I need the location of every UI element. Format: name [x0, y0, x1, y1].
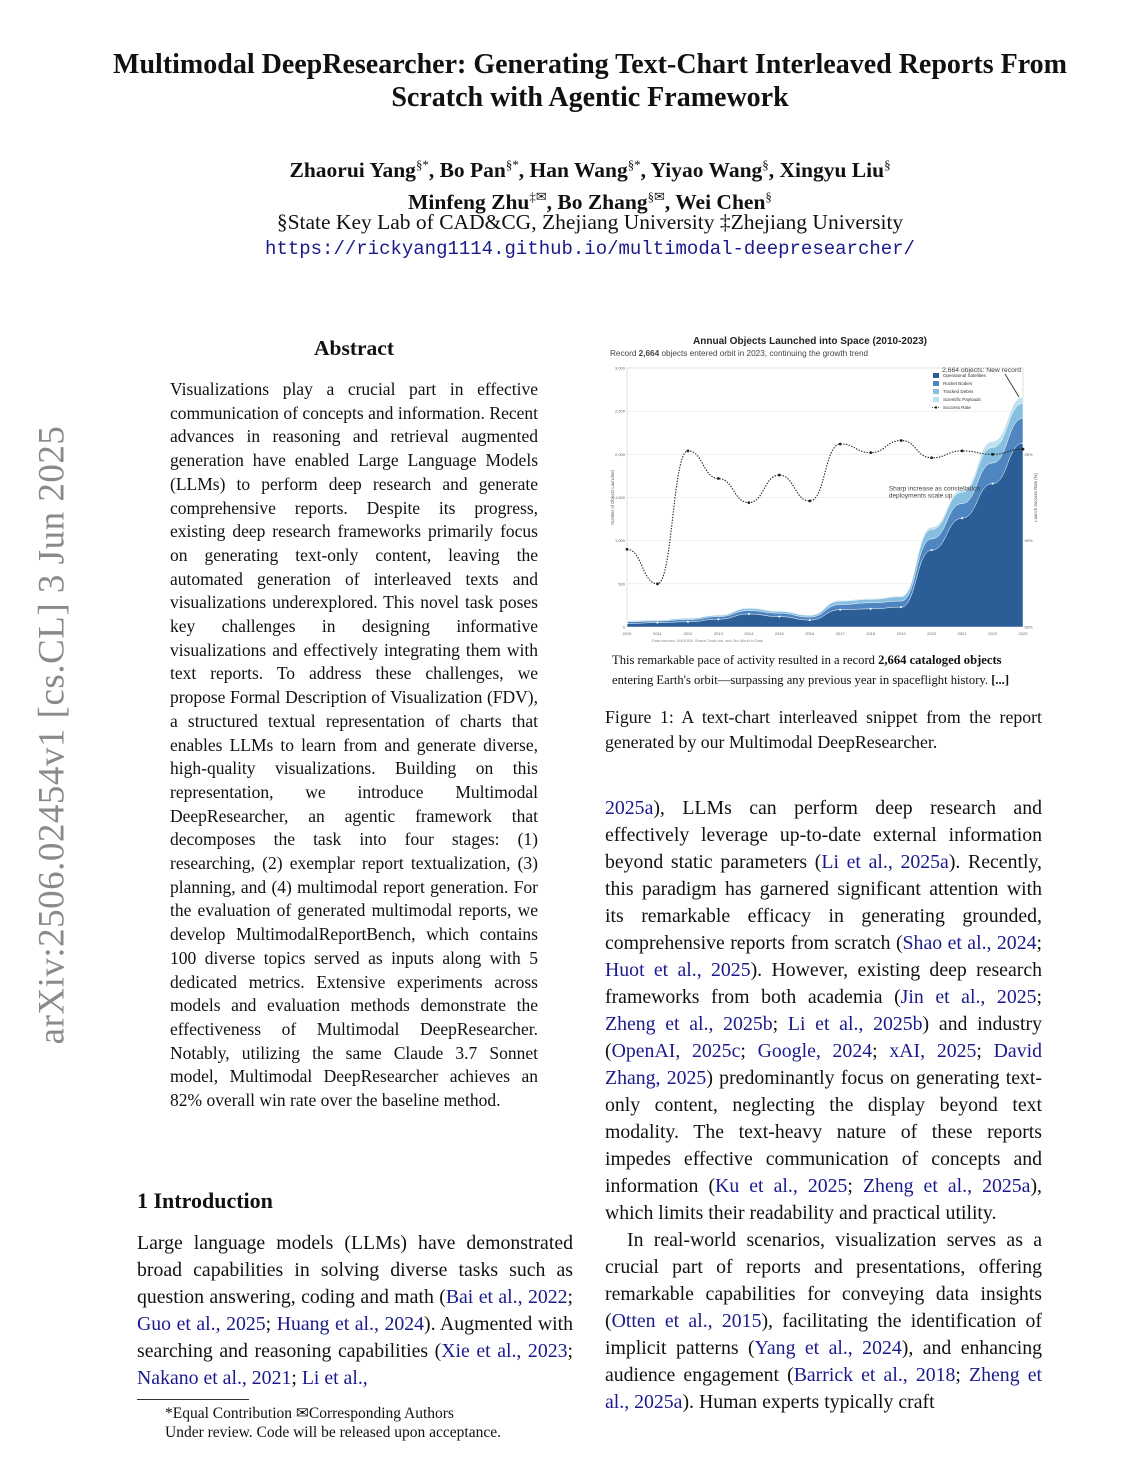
y-axis-label: Number of Objects Launched	[610, 470, 615, 525]
y-tick-label: 3,000	[614, 365, 625, 371]
legend-dot	[935, 406, 937, 408]
chart-caption: This remarkable pace of activity resulted in a record 2,664 cataloged objects entering Earth's orbit—surpassing any previous year in spaceflight history. [...]	[612, 653, 1010, 687]
citation-link[interactable]: Huang et al., 2024	[276, 1313, 425, 1335]
x-tick-label: 2021	[957, 631, 967, 636]
satellite-point	[748, 613, 750, 615]
text-run: ), LLMs can perform deep research and effectively leverage up-to-date external information beyond static parameters (	[605, 797, 1042, 873]
legend-label: Tracked Debris	[943, 389, 974, 394]
citation-link[interactable]: Jin et al., 2025	[900, 986, 1037, 1008]
citation-link[interactable]: Google, 2024	[757, 1040, 873, 1062]
footnote-equal-contribution: *Equal Contribution ✉Corresponding Authors	[165, 1405, 454, 1422]
figure-caption: Figure 1: A text-chart interleaved snippet from the report generated by our Multimodal DeepResearcher.	[605, 707, 1042, 752]
citation-link[interactable]: Ku et al., 2025	[715, 1175, 848, 1197]
satellite-point	[687, 621, 689, 623]
chart-title: Annual Objects Launched into Space (2010-2023)	[693, 336, 927, 347]
success-rate-point	[869, 451, 872, 454]
citation-link[interactable]: Zheng et al., 2025a	[862, 1175, 1031, 1197]
y2-axis-label: Launch Success Rate (%)	[1033, 473, 1038, 522]
footnote-review: Under review. Code will be released upon acceptance.	[165, 1424, 501, 1441]
text-run: ;	[976, 1040, 994, 1062]
satellite-point	[717, 618, 719, 620]
citation-link[interactable]: OpenAI, 2025c	[611, 1040, 741, 1062]
citation-link[interactable]: Li et al., 2025b	[787, 1013, 923, 1035]
satellite-point	[900, 606, 902, 608]
scaleup-annotation-1: Sharp increase as constellation	[888, 485, 981, 493]
text-run: ;	[872, 1040, 890, 1062]
affiliations: §State Key Lab of CAD&CG, Zhejiang University ‡Zhejiang University	[276, 210, 904, 234]
x-tick-label: 2017	[835, 631, 845, 636]
legend-label: Scientific Payloads	[943, 397, 981, 402]
x-tick-label: 2011	[653, 631, 662, 636]
citation-link[interactable]: Shao et al., 2024	[902, 932, 1037, 954]
satellite-point	[778, 616, 780, 618]
paper-title: Multimodal DeepResearcher: Generating Text-Chart Interleaved Reports From Scratch with Agentic Framework	[113, 49, 1067, 113]
footnote-rule	[137, 1399, 249, 1400]
y2-tick-label: 95%	[1024, 451, 1033, 457]
text-run: ) predominantly focus on generating text-only content, neglecting the display beyond text modality. The text-heavy nature of these reports impedes effective communication of concepts and information (	[605, 1067, 1042, 1197]
text-run: ), and enhancing audience engagement (	[605, 1337, 1042, 1386]
citation-link[interactable]: Yang et al., 2024	[754, 1337, 902, 1359]
text-run: In real-world scenarios, visualization serves as a crucial part of reports and presentations, offering remarkable capabilities for conveying data insights (	[605, 1229, 1042, 1332]
success-rate-point	[930, 456, 933, 459]
text-run: ;	[1036, 986, 1042, 1008]
text-run: ;	[740, 1040, 758, 1062]
success-rate-point	[900, 439, 903, 442]
text-run: ;	[291, 1367, 302, 1389]
success-rate-point	[656, 582, 659, 585]
x-tick-label: 2015	[774, 631, 784, 636]
satellite-point	[1022, 442, 1024, 444]
text-run: Large language models (LLMs) have demonstrated broad capabilities in solving diverse tasks such as question answering, coding and math (	[137, 1232, 573, 1308]
citation-link[interactable]: Zheng et al., 2025b	[605, 1013, 773, 1035]
success-rate-point	[961, 449, 964, 452]
success-rate-point	[687, 449, 690, 452]
data-source: Data sources: UNOOSA, Space-Track.org, and Our World in Data	[652, 639, 763, 642]
text-run: ;	[847, 1175, 863, 1197]
abstract-text: Visualizations play a crucial part in effective communication of concepts and information. Recent advances in reasoning and retrieval augmented generation have enabled Large Language Models (LLMs) to perform deep research and generate comprehensive reports. Despite its progress, existing deep research frameworks primarily focus on generating text-only content, leaving the automated generation of interleaved texts and visualizations underexplored. This novel task poses key challenges in designing informative visualizations and effectively integrating them with text reports. To address these challenges, we propose Formal Description of Visualization (FDV), a structured textual representation of charts that enables LLMs to learn from and generate diverse, high-quality visualizations. Building on this representation, we introduce Multimodal DeepResearcher, an agentic framework that decomposes the task into four stages: (1) researching, (2) exemplar report textualization, (3) planning, and (4) multimodal report generation. For the evaluation of generated multimodal reports, we develop MultimodalReportBench, which contains 100 diverse topics served as inputs along with 5 dedicated metrics. Extensive experiments across models and evaluation methods demonstrate the effectiveness of Multimodal DeepResearcher. Notably, utilizing the same Claude 3.7 Sonnet model, Multimodal DeepResearcher achieves an 82% overall win rate over the baseline method.	[170, 379, 538, 1111]
citation-link[interactable]: Barrick et al., 2018	[793, 1364, 956, 1386]
citation-link[interactable]: Nakano et al., 2021	[137, 1367, 292, 1389]
success-rate-point	[991, 453, 994, 456]
intro-heading: 1 Introduction	[137, 1188, 273, 1213]
y2-tick-label: 85%	[1024, 624, 1033, 630]
legend-swatch	[933, 373, 939, 378]
x-tick-label: 2016	[805, 631, 815, 636]
text-run: ;	[1036, 932, 1042, 954]
satellite-point	[656, 622, 658, 624]
footnotes	[137, 1404, 577, 1442]
authors-line-2: Minfeng Zhu‡✉, Bo Zhang§✉, Wei Chen§	[408, 190, 772, 215]
x-tick-label: 2022	[988, 631, 997, 636]
project-url[interactable]: https://rickyang1114.github.io/multimodal-deepresearcher/	[265, 238, 915, 260]
legend-label: Rocket Bodies	[943, 381, 973, 386]
citation-link[interactable]: Bai et al., 2022	[445, 1286, 568, 1308]
success-rate-point	[778, 474, 781, 477]
success-rate-point	[808, 500, 811, 503]
legend-label: Success Rate	[943, 405, 971, 410]
citation-link[interactable]: Li et al., 2025a	[821, 851, 949, 873]
y-tick-label: 1,500	[614, 495, 625, 500]
citation-link[interactable]: Li et al.,	[301, 1367, 368, 1389]
success-rate-point	[747, 501, 750, 504]
success-rate-point	[626, 548, 629, 551]
satellite-point	[961, 517, 963, 519]
right-paragraph-1	[605, 795, 1042, 1227]
right-paragraph-2	[605, 1227, 1042, 1416]
y-tick-label: 2,000	[614, 451, 625, 457]
x-tick-label: 2012	[683, 631, 693, 636]
citation-link[interactable]: David Zhang, 2025	[605, 1040, 1042, 1089]
y-tick-label: 500	[618, 581, 625, 587]
chart-subtitle: Record 2,664 objects entered orbit in 2023, continuing the growth trend	[610, 349, 869, 358]
chart-plot-area	[610, 366, 1038, 643]
scaleup-annotation-2: deployments scale up	[888, 492, 953, 500]
text-run: ;	[265, 1313, 277, 1335]
x-tick-label: 2018	[866, 631, 876, 636]
citation-link[interactable]: Huot et al., 2025	[605, 959, 751, 981]
x-tick-label: 2014	[744, 631, 754, 636]
text-run: ). Human experts typically craft	[682, 1391, 935, 1413]
y-tick-label: 0	[622, 624, 625, 630]
text-run: ). Augmented with searching and reasoning capabilities (	[137, 1313, 573, 1362]
satellite-point	[626, 623, 628, 625]
success-rate-point	[1022, 448, 1025, 451]
success-rate-point	[839, 443, 842, 446]
text-run: ;	[772, 1013, 788, 1035]
y-tick-label: 2,500	[614, 408, 625, 414]
x-tick-label: 2023	[1018, 631, 1028, 636]
satellite-point	[931, 549, 933, 551]
success-rate-point	[717, 477, 720, 480]
legend-swatch	[933, 389, 939, 394]
citation-link[interactable]: xAI, 2025	[889, 1040, 977, 1062]
text-run: ;	[567, 1340, 573, 1362]
legend-swatch	[933, 397, 939, 402]
satellite-point	[809, 619, 811, 621]
space-launch-chart	[605, 330, 1045, 642]
citation-link[interactable]: 2025a	[605, 797, 654, 819]
legend-label: Operational Satellites	[943, 373, 986, 378]
right-column-body	[605, 795, 1042, 1416]
citation-link[interactable]: Zheng et al., 2025a	[605, 1364, 1042, 1413]
x-tick-label: 2013	[713, 631, 723, 636]
y-tick-label: 1,000	[614, 538, 625, 544]
legend-swatch	[933, 381, 939, 386]
abstract-heading: Abstract	[313, 336, 394, 360]
x-tick-label: 2020	[927, 631, 937, 636]
citation-link[interactable]: Xie et al., 2023	[441, 1340, 568, 1362]
citation-link[interactable]: Otten et al., 2015	[611, 1310, 762, 1332]
text-run: ;	[955, 1364, 970, 1386]
text-run: ), which limits their readability and practical utility.	[605, 1175, 1042, 1224]
authors-line-1: Zhaorui Yang§*, Bo Pan§*, Han Wang§*, Yiyao Wang§, Xingyu Liu§	[289, 158, 891, 183]
arxiv-stamp: arXiv:2506.02454v1 [cs.CL] 3 Jun 2025	[31, 425, 73, 1045]
record-annotation: 2,664 objects: New record	[942, 367, 1021, 374]
text-run: ). Recently, this paradigm has garnered significant attention with its remarkable efficacy in generating grounded, comprehensive reports from scratch (	[605, 851, 1042, 954]
satellite-point	[839, 609, 841, 611]
intro-paragraph	[137, 1230, 573, 1392]
x-tick-label: 2019	[896, 631, 906, 636]
text-run: ;	[567, 1286, 574, 1308]
satellite-point	[992, 483, 994, 485]
y2-tick-label: 90%	[1024, 538, 1033, 544]
text-run: ) and industry (	[605, 1013, 1042, 1062]
x-tick-label: 2010	[622, 631, 632, 636]
author-list	[100, 152, 1080, 216]
text-run: ), facilitating the identification of implicit patterns (	[605, 1310, 1043, 1359]
satellite-point	[870, 608, 872, 610]
citation-link[interactable]: Guo et al., 2025	[137, 1313, 266, 1335]
text-run: ). However, existing deep research frameworks from both academia (	[605, 959, 1043, 1008]
